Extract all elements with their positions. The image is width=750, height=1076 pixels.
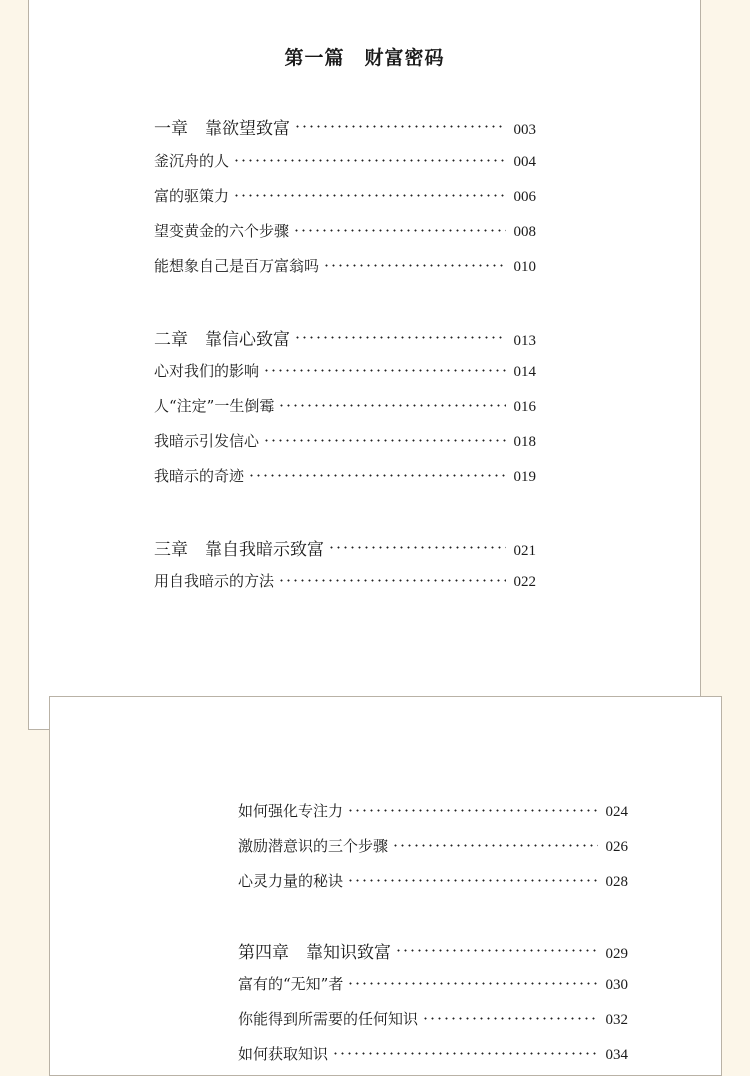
dot-leader bbox=[323, 264, 505, 267]
entry-title: 心对我们的影响 bbox=[154, 362, 260, 380]
toc-entry[interactable] bbox=[238, 835, 628, 856]
page-number: 032 bbox=[605, 1012, 628, 1028]
page-number: 013 bbox=[513, 333, 536, 349]
toc-chapter-entry[interactable] bbox=[154, 114, 536, 139]
entry-title: 人“注定”一生倒霉 bbox=[154, 397, 275, 415]
entry-title: 心灵力量的秘诀 bbox=[238, 872, 344, 890]
dot-leader bbox=[347, 982, 597, 985]
dot-leader bbox=[347, 879, 597, 882]
toc-entry[interactable] bbox=[238, 1043, 628, 1064]
dot-leader bbox=[233, 194, 505, 197]
toc-chapter-entry[interactable] bbox=[154, 535, 536, 560]
entry-title: 二章 靠信心致富 bbox=[154, 330, 290, 350]
toc-entry[interactable] bbox=[154, 395, 536, 416]
toc-entry[interactable] bbox=[154, 220, 536, 241]
dot-leader bbox=[248, 474, 505, 477]
page-number: 030 bbox=[605, 977, 628, 993]
toc-entry[interactable] bbox=[238, 870, 628, 891]
page-number: 004 bbox=[513, 154, 536, 170]
page-number: 024 bbox=[605, 804, 628, 820]
page-number: 008 bbox=[513, 224, 536, 240]
entry-title: 第四章 靠知识致富 bbox=[238, 943, 391, 963]
dot-leader bbox=[392, 844, 597, 847]
entry-title: 我暗示的奇迹 bbox=[154, 467, 245, 485]
page-number: 034 bbox=[605, 1047, 628, 1063]
dot-leader bbox=[328, 546, 506, 549]
toc-chapter-entry[interactable] bbox=[154, 325, 536, 350]
page-number: 010 bbox=[513, 259, 536, 275]
dot-leader bbox=[347, 809, 597, 812]
entry-title: 如何强化专注力 bbox=[238, 802, 344, 820]
toc-entry[interactable] bbox=[154, 185, 536, 206]
entry-title: 富的驱策力 bbox=[154, 187, 230, 205]
page-number: 022 bbox=[513, 574, 536, 590]
page-number: 026 bbox=[605, 839, 628, 855]
entry-title: 釜沉舟的人 bbox=[154, 152, 230, 170]
toc-page-front bbox=[28, 0, 701, 730]
dot-leader bbox=[278, 579, 505, 582]
page-number: 021 bbox=[513, 543, 536, 559]
entry-title: 能想象自己是百万富翁吗 bbox=[154, 257, 320, 275]
dot-leader bbox=[293, 229, 505, 232]
toc-page-back bbox=[49, 696, 722, 1076]
dot-leader bbox=[422, 1017, 597, 1020]
dot-leader bbox=[233, 159, 505, 162]
entry-title: 富有的“无知”者 bbox=[238, 975, 344, 993]
page-number: 028 bbox=[605, 874, 628, 890]
entry-title: 望变黄金的六个步骤 bbox=[154, 222, 290, 240]
page-number: 018 bbox=[513, 434, 536, 450]
page-number: 003 bbox=[513, 122, 536, 138]
dot-leader bbox=[294, 125, 506, 128]
toc-entry[interactable] bbox=[154, 150, 536, 171]
entry-title: 一章 靠欲望致富 bbox=[154, 119, 290, 139]
toc-entry[interactable] bbox=[154, 360, 536, 381]
page-number: 006 bbox=[513, 189, 536, 205]
toc-entry[interactable] bbox=[154, 570, 536, 591]
entry-title: 如何获取知识 bbox=[238, 1045, 329, 1063]
dot-leader bbox=[263, 439, 505, 442]
toc-entry[interactable] bbox=[154, 255, 536, 276]
dot-leader bbox=[263, 369, 505, 372]
dot-leader bbox=[395, 949, 598, 952]
page-number: 016 bbox=[513, 399, 536, 415]
dot-leader bbox=[294, 336, 506, 339]
page-number: 029 bbox=[605, 946, 628, 962]
toc-entry[interactable] bbox=[154, 465, 536, 486]
entry-title: 你能得到所需要的任何知识 bbox=[238, 1010, 419, 1028]
dot-leader bbox=[332, 1052, 597, 1055]
part-title: 第一篇 财富密码 bbox=[284, 47, 445, 69]
page-number: 014 bbox=[513, 364, 536, 380]
entry-title: 用自我暗示的方法 bbox=[154, 572, 275, 590]
toc-chapter-entry[interactable] bbox=[238, 938, 628, 963]
page-number: 019 bbox=[513, 469, 536, 485]
toc-entry[interactable] bbox=[154, 430, 536, 451]
toc-entry[interactable] bbox=[238, 973, 628, 994]
entry-title: 我暗示引发信心 bbox=[154, 432, 260, 450]
toc-entry[interactable] bbox=[238, 1008, 628, 1029]
entry-title: 三章 靠自我暗示致富 bbox=[154, 540, 324, 560]
toc-entry[interactable] bbox=[238, 800, 628, 821]
dot-leader bbox=[278, 404, 505, 407]
entry-title: 激励潜意识的三个步骤 bbox=[238, 837, 389, 855]
